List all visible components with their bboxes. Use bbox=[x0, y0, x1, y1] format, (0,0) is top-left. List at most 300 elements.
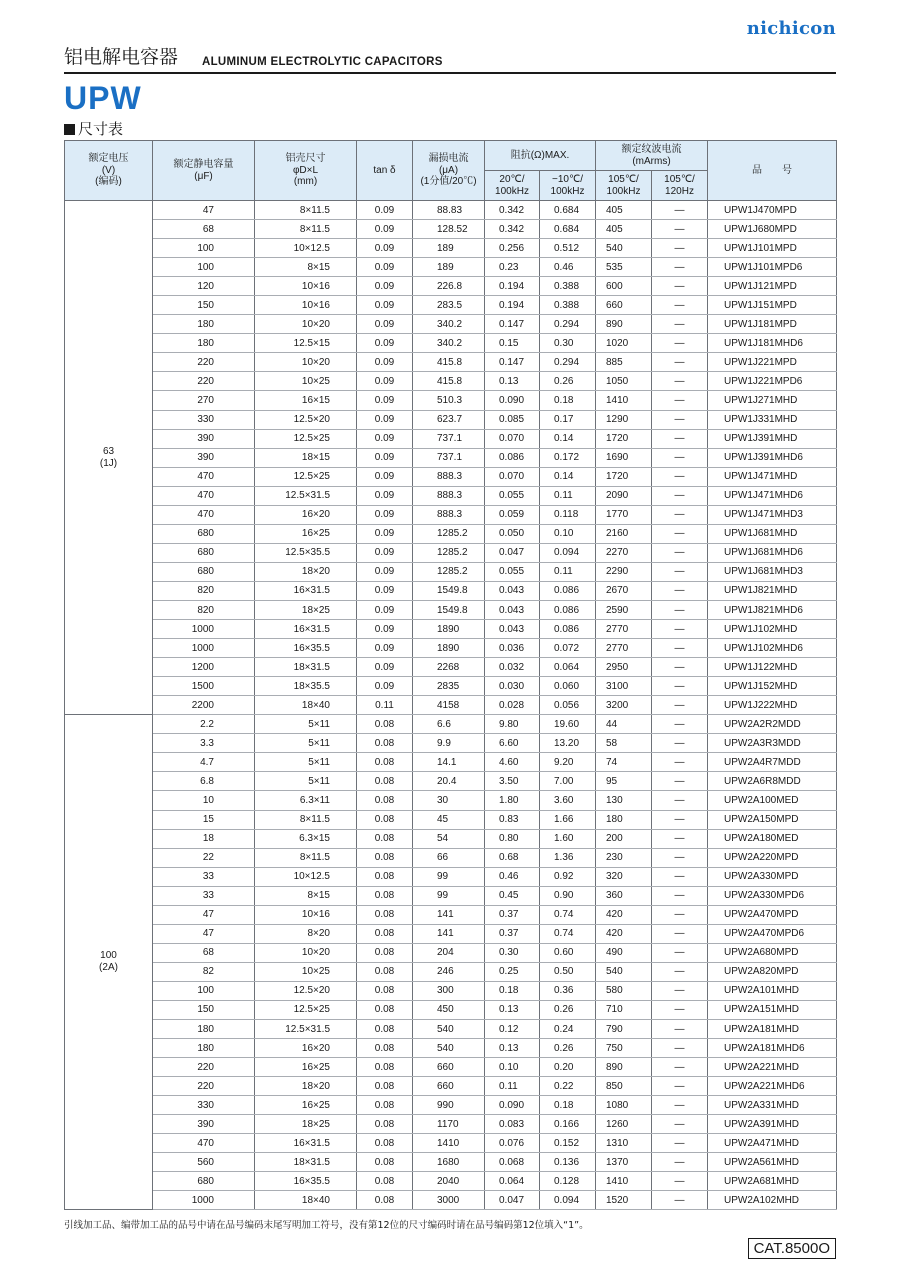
cell-part-number: UPW2A101MHD bbox=[708, 981, 837, 1000]
cell-part-number: UPW2A470MPD6 bbox=[708, 924, 837, 943]
cell-part-number: UPW2A680MPD bbox=[708, 943, 837, 962]
cell-impedance-m10: 0.152 bbox=[540, 1134, 596, 1153]
cell-part-number: UPW1J102MHD6 bbox=[708, 639, 837, 658]
cell-ripple-120: — bbox=[652, 715, 708, 734]
cell-size: 16×35.5 bbox=[255, 639, 357, 658]
cell-size: 10×20 bbox=[255, 943, 357, 962]
cell-leakage: 1890 bbox=[413, 639, 485, 658]
cell-ripple-100k: 750 bbox=[596, 1039, 652, 1058]
cell-part-number: UPW2A151MHD bbox=[708, 1000, 837, 1019]
cell-capacitance: 220 bbox=[153, 1058, 255, 1077]
cell-part-number: UPW1J122MHD bbox=[708, 658, 837, 677]
cell-impedance-20: 4.60 bbox=[485, 753, 540, 772]
cell-ripple-120: — bbox=[652, 353, 708, 372]
cell-part-number: UPW1J271MHD bbox=[708, 391, 837, 410]
cell-impedance-20: 0.070 bbox=[485, 467, 540, 486]
cell-tan: 0.09 bbox=[357, 562, 413, 581]
table-row bbox=[65, 753, 837, 772]
cell-tan: 0.08 bbox=[357, 1153, 413, 1172]
col-impedance-20 bbox=[485, 171, 540, 201]
cell-tan: 0.09 bbox=[357, 639, 413, 658]
cell-ripple-100k: 580 bbox=[596, 981, 652, 1000]
cell-impedance-m10: 0.166 bbox=[540, 1115, 596, 1134]
cell-capacitance: 150 bbox=[153, 296, 255, 315]
cell-part-number: UPW2A220MPD bbox=[708, 848, 837, 867]
table-row bbox=[65, 258, 837, 277]
cell-capacitance: 330 bbox=[153, 1096, 255, 1115]
table-row bbox=[65, 296, 837, 315]
cell-size: 5×11 bbox=[255, 753, 357, 772]
cell-impedance-m10: 0.26 bbox=[540, 1000, 596, 1019]
cell-ripple-100k: 490 bbox=[596, 943, 652, 962]
col-impedance-m10 bbox=[540, 171, 596, 201]
cell-impedance-20: 0.45 bbox=[485, 886, 540, 905]
cell-tan: 0.08 bbox=[357, 1077, 413, 1096]
cell-part-number: UPW1J181MPD bbox=[708, 315, 837, 334]
col-ripple-l1: 额定纹波电流 bbox=[621, 144, 682, 155]
cell-capacitance: 100 bbox=[153, 258, 255, 277]
cell-part-number: UPW1J681MHD3 bbox=[708, 562, 837, 581]
cell-capacitance: 390 bbox=[153, 448, 255, 467]
col-size-l1: 铝壳尺寸 bbox=[285, 153, 326, 165]
cell-ripple-120: — bbox=[652, 696, 708, 715]
cell-leakage: 300 bbox=[413, 981, 485, 1000]
cell-leakage: 99 bbox=[413, 867, 485, 886]
cell-impedance-m10: 0.46 bbox=[540, 258, 596, 277]
cell-tan: 0.08 bbox=[357, 1172, 413, 1191]
col-voltage bbox=[65, 141, 153, 201]
cell-part-number: UPW2A331MHD bbox=[708, 1096, 837, 1115]
cell-ripple-120: — bbox=[652, 372, 708, 391]
cell-ripple-100k: 405 bbox=[596, 220, 652, 239]
cell-tan: 0.08 bbox=[357, 1058, 413, 1077]
cell-capacitance: 1000 bbox=[153, 620, 255, 639]
table-row bbox=[65, 543, 837, 562]
table-row bbox=[65, 981, 837, 1000]
cell-ripple-120: — bbox=[652, 1058, 708, 1077]
cell-tan: 0.09 bbox=[357, 277, 413, 296]
cell-size: 16×35.5 bbox=[255, 1172, 357, 1191]
cell-size: 10×16 bbox=[255, 277, 357, 296]
cell-tan: 0.09 bbox=[357, 296, 413, 315]
col-size-l3: (mm) bbox=[293, 176, 318, 188]
cell-size: 16×20 bbox=[255, 1039, 357, 1058]
cell-ripple-100k: 1410 bbox=[596, 1172, 652, 1191]
cell-tan: 0.08 bbox=[357, 1039, 413, 1058]
table-row bbox=[65, 867, 837, 886]
table-row bbox=[65, 581, 837, 600]
cell-ripple-100k: 200 bbox=[596, 829, 652, 848]
cell-leakage: 737.1 bbox=[413, 448, 485, 467]
cell-ripple-120: — bbox=[652, 258, 708, 277]
cell-ripple-120: — bbox=[652, 543, 708, 562]
cell-tan: 0.09 bbox=[357, 334, 413, 353]
cell-impedance-20: 0.30 bbox=[485, 943, 540, 962]
col-ripple-120-l1: 105℃/ bbox=[664, 174, 695, 185]
cell-capacitance: 680 bbox=[153, 524, 255, 543]
col-voltage-l3: (编码) bbox=[95, 176, 122, 188]
cell-tan: 0.09 bbox=[357, 201, 413, 220]
cell-impedance-20: 0.194 bbox=[485, 296, 540, 315]
cell-impedance-20: 0.070 bbox=[485, 429, 540, 448]
cell-part-number: UPW1J681MHD bbox=[708, 524, 837, 543]
cell-impedance-m10: 0.11 bbox=[540, 562, 596, 581]
table-row bbox=[65, 848, 837, 867]
cell-ripple-100k: 1290 bbox=[596, 410, 652, 429]
cell-tan: 0.09 bbox=[357, 677, 413, 696]
cell-impedance-20: 0.047 bbox=[485, 1191, 540, 1210]
cell-ripple-120: — bbox=[652, 981, 708, 1000]
cell-part-number: UPW2A221MHD bbox=[708, 1058, 837, 1077]
cell-impedance-m10: 0.172 bbox=[540, 448, 596, 467]
cell-size: 16×31.5 bbox=[255, 620, 357, 639]
cell-ripple-120: — bbox=[652, 620, 708, 639]
col-impedance-20-l1: 20℃/ bbox=[499, 174, 525, 185]
cell-ripple-100k: 2670 bbox=[596, 581, 652, 600]
cell-impedance-m10: 0.14 bbox=[540, 429, 596, 448]
col-voltage-l2: (V) bbox=[101, 164, 116, 176]
cell-impedance-20: 0.194 bbox=[485, 277, 540, 296]
cell-ripple-100k: 2770 bbox=[596, 639, 652, 658]
title-cn: 铝电解电容器 bbox=[64, 46, 179, 68]
table-row bbox=[65, 1077, 837, 1096]
cell-leakage: 510.3 bbox=[413, 391, 485, 410]
cell-tan: 0.08 bbox=[357, 772, 413, 791]
cell-part-number: UPW1J471MHD bbox=[708, 467, 837, 486]
cell-impedance-m10: 13.20 bbox=[540, 734, 596, 753]
cell-impedance-m10: 0.18 bbox=[540, 1096, 596, 1115]
cell-size: 18×35.5 bbox=[255, 677, 357, 696]
cell-impedance-m10: 0.22 bbox=[540, 1077, 596, 1096]
table-row bbox=[65, 658, 837, 677]
cell-ripple-120: — bbox=[652, 486, 708, 505]
cell-tan: 0.08 bbox=[357, 981, 413, 1000]
cell-impedance-20: 0.043 bbox=[485, 581, 540, 600]
col-impedance-m10-l2: 100kHz bbox=[550, 185, 585, 197]
cell-capacitance: 47 bbox=[153, 924, 255, 943]
cell-impedance-m10: 0.36 bbox=[540, 981, 596, 1000]
cell-tan: 0.08 bbox=[357, 810, 413, 829]
cell-tan: 0.08 bbox=[357, 715, 413, 734]
cell-ripple-100k: 600 bbox=[596, 277, 652, 296]
cell-ripple-120: — bbox=[652, 277, 708, 296]
dimensions-table bbox=[64, 140, 837, 1210]
cell-voltage bbox=[65, 715, 153, 1210]
cell-impedance-20: 0.043 bbox=[485, 620, 540, 639]
cell-tan: 0.09 bbox=[357, 410, 413, 429]
cell-impedance-m10: 0.094 bbox=[540, 1191, 596, 1210]
cell-capacitance: 180 bbox=[153, 1039, 255, 1058]
cell-leakage: 888.3 bbox=[413, 467, 485, 486]
cell-leakage: 540 bbox=[413, 1039, 485, 1058]
cell-leakage: 141 bbox=[413, 924, 485, 943]
cell-impedance-m10: 0.684 bbox=[540, 201, 596, 220]
cell-size: 6.3×15 bbox=[255, 829, 357, 848]
cell-impedance-m10: 0.060 bbox=[540, 677, 596, 696]
cell-impedance-20: 0.15 bbox=[485, 334, 540, 353]
cell-tan: 0.08 bbox=[357, 1115, 413, 1134]
cell-part-number: UPW1J101MPD bbox=[708, 239, 837, 258]
cell-tan: 0.09 bbox=[357, 315, 413, 334]
cell-ripple-120: — bbox=[652, 600, 708, 619]
cell-impedance-20: 0.23 bbox=[485, 258, 540, 277]
voltage-line: (1J) bbox=[99, 457, 118, 469]
cell-impedance-m10: 19.60 bbox=[540, 715, 596, 734]
cell-part-number: UPW1J181MHD6 bbox=[708, 334, 837, 353]
col-capacitance bbox=[153, 141, 255, 201]
cell-ripple-100k: 405 bbox=[596, 201, 652, 220]
cell-ripple-120: — bbox=[652, 391, 708, 410]
cell-size: 16×25 bbox=[255, 1096, 357, 1115]
section-heading bbox=[64, 118, 123, 139]
cell-part-number: UPW2A181MHD6 bbox=[708, 1039, 837, 1058]
cell-impedance-20: 0.37 bbox=[485, 905, 540, 924]
cell-impedance-20: 0.11 bbox=[485, 1077, 540, 1096]
table-row bbox=[65, 1153, 837, 1172]
cell-tan: 0.08 bbox=[357, 1134, 413, 1153]
cell-impedance-20: 0.068 bbox=[485, 1153, 540, 1172]
cell-leakage: 990 bbox=[413, 1096, 485, 1115]
cell-part-number: UPW1J470MPD bbox=[708, 201, 837, 220]
cell-size: 12.5×31.5 bbox=[255, 486, 357, 505]
col-capacitance-l1: 额定静电容量 bbox=[173, 159, 234, 170]
cell-ripple-100k: 2270 bbox=[596, 543, 652, 562]
cell-leakage: 9.9 bbox=[413, 734, 485, 753]
col-size bbox=[255, 141, 357, 201]
cell-capacitance: 1000 bbox=[153, 639, 255, 658]
cell-size: 10×12.5 bbox=[255, 239, 357, 258]
cell-tan: 0.08 bbox=[357, 734, 413, 753]
table-row bbox=[65, 1172, 837, 1191]
cell-ripple-100k: 2160 bbox=[596, 524, 652, 543]
cell-impedance-20: 0.076 bbox=[485, 1134, 540, 1153]
cell-part-number: UPW1J681MHD6 bbox=[708, 543, 837, 562]
table-row bbox=[65, 1096, 837, 1115]
cell-impedance-20: 0.086 bbox=[485, 448, 540, 467]
cell-part-number: UPW1J391MHD bbox=[708, 429, 837, 448]
cell-capacitance: 220 bbox=[153, 353, 255, 372]
table-row bbox=[65, 677, 837, 696]
cell-capacitance: 2.2 bbox=[153, 715, 255, 734]
cell-size: 10×16 bbox=[255, 296, 357, 315]
cell-impedance-m10: 0.90 bbox=[540, 886, 596, 905]
cell-impedance-20: 0.028 bbox=[485, 696, 540, 715]
cell-impedance-20: 0.13 bbox=[485, 372, 540, 391]
cell-part-number: UPW2A681MHD bbox=[708, 1172, 837, 1191]
cell-ripple-100k: 2770 bbox=[596, 620, 652, 639]
cell-size: 10×25 bbox=[255, 962, 357, 981]
cell-capacitance: 15 bbox=[153, 810, 255, 829]
brand-logo: nichicon bbox=[746, 18, 836, 39]
cell-ripple-120: — bbox=[652, 1077, 708, 1096]
cell-part-number: UPW1J391MHD6 bbox=[708, 448, 837, 467]
cell-leakage: 3000 bbox=[413, 1191, 485, 1210]
table-row bbox=[65, 600, 837, 619]
cell-ripple-120: — bbox=[652, 905, 708, 924]
cell-leakage: 1410 bbox=[413, 1134, 485, 1153]
cell-capacitance: 820 bbox=[153, 581, 255, 600]
cell-ripple-120: — bbox=[652, 220, 708, 239]
cell-capacitance: 18 bbox=[153, 829, 255, 848]
cell-size: 12.5×25 bbox=[255, 429, 357, 448]
col-ripple-100k-l1: 105℃/ bbox=[608, 174, 639, 185]
cell-part-number: UPW2A6R8MDD bbox=[708, 772, 837, 791]
cell-part-number: UPW1J821MHD bbox=[708, 581, 837, 600]
table-row bbox=[65, 201, 837, 220]
cell-leakage: 623.7 bbox=[413, 410, 485, 429]
cell-capacitance: 680 bbox=[153, 543, 255, 562]
cell-capacitance: 390 bbox=[153, 429, 255, 448]
cell-ripple-120: — bbox=[652, 962, 708, 981]
table-row bbox=[65, 467, 837, 486]
cell-leakage: 204 bbox=[413, 943, 485, 962]
cell-impedance-20: 0.085 bbox=[485, 410, 540, 429]
cell-leakage: 246 bbox=[413, 962, 485, 981]
table-row bbox=[65, 715, 837, 734]
cell-size: 12.5×20 bbox=[255, 981, 357, 1000]
table-row bbox=[65, 486, 837, 505]
cell-tan: 0.08 bbox=[357, 943, 413, 962]
cell-leakage: 2835 bbox=[413, 677, 485, 696]
cell-ripple-120: — bbox=[652, 467, 708, 486]
cell-size: 5×11 bbox=[255, 734, 357, 753]
cell-leakage: 4158 bbox=[413, 696, 485, 715]
table-row bbox=[65, 372, 837, 391]
cell-ripple-120: — bbox=[652, 201, 708, 220]
col-capacitance-l2: (μF) bbox=[194, 170, 213, 182]
cell-ripple-100k: 420 bbox=[596, 924, 652, 943]
voltage-line: (2A) bbox=[99, 962, 118, 974]
cell-ripple-100k: 44 bbox=[596, 715, 652, 734]
cell-leakage: 888.3 bbox=[413, 505, 485, 524]
cell-size: 12.5×25 bbox=[255, 1000, 357, 1019]
cell-part-number: UPW1J221MPD6 bbox=[708, 372, 837, 391]
cell-capacitance: 680 bbox=[153, 562, 255, 581]
col-ripple bbox=[596, 141, 708, 171]
cell-size: 12.5×15 bbox=[255, 334, 357, 353]
cell-impedance-20: 0.83 bbox=[485, 810, 540, 829]
cell-impedance-20: 0.18 bbox=[485, 981, 540, 1000]
square-bullet-icon bbox=[64, 124, 75, 135]
cell-impedance-20: 0.050 bbox=[485, 524, 540, 543]
cell-tan: 0.08 bbox=[357, 829, 413, 848]
voltage-line: 63 bbox=[102, 445, 115, 457]
cell-part-number: UPW2A100MED bbox=[708, 791, 837, 810]
col-leakage-l2: (μA) bbox=[438, 164, 459, 176]
cell-part-number: UPW2A4R7MDD bbox=[708, 753, 837, 772]
table-row bbox=[65, 696, 837, 715]
cell-size: 18×15 bbox=[255, 448, 357, 467]
cell-part-number: UPW2A180MED bbox=[708, 829, 837, 848]
cell-tan: 0.08 bbox=[357, 1000, 413, 1019]
cell-impedance-m10: 0.26 bbox=[540, 1039, 596, 1058]
cell-impedance-20: 0.090 bbox=[485, 1096, 540, 1115]
cell-capacitance: 10 bbox=[153, 791, 255, 810]
cell-size: 18×25 bbox=[255, 1115, 357, 1134]
cell-capacitance: 180 bbox=[153, 334, 255, 353]
cell-tan: 0.08 bbox=[357, 924, 413, 943]
cell-impedance-m10: 0.118 bbox=[540, 505, 596, 524]
cell-impedance-m10: 0.14 bbox=[540, 467, 596, 486]
cell-leakage: 1549.8 bbox=[413, 581, 485, 600]
cell-capacitance: 82 bbox=[153, 962, 255, 981]
cell-ripple-100k: 320 bbox=[596, 867, 652, 886]
table-row bbox=[65, 277, 837, 296]
cell-part-number: UPW2A561MHD bbox=[708, 1153, 837, 1172]
cell-impedance-20: 0.047 bbox=[485, 543, 540, 562]
cell-ripple-120: — bbox=[652, 334, 708, 353]
col-part-number: 品 号 bbox=[708, 141, 837, 201]
cell-impedance-20: 0.12 bbox=[485, 1020, 540, 1039]
cell-ripple-100k: 2090 bbox=[596, 486, 652, 505]
cell-ripple-100k: 890 bbox=[596, 315, 652, 334]
cell-ripple-120: — bbox=[652, 1115, 708, 1134]
cell-size: 16×25 bbox=[255, 524, 357, 543]
cell-leakage: 1285.2 bbox=[413, 543, 485, 562]
cell-part-number: UPW2A330MPD6 bbox=[708, 886, 837, 905]
table-row bbox=[65, 505, 837, 524]
cell-impedance-m10: 0.11 bbox=[540, 486, 596, 505]
cell-capacitance: 68 bbox=[153, 220, 255, 239]
cell-ripple-120: — bbox=[652, 639, 708, 658]
cell-impedance-m10: 0.086 bbox=[540, 600, 596, 619]
cell-impedance-20: 0.37 bbox=[485, 924, 540, 943]
cell-leakage: 54 bbox=[413, 829, 485, 848]
cell-ripple-120: — bbox=[652, 772, 708, 791]
page-header bbox=[64, 44, 836, 74]
cell-impedance-20: 0.13 bbox=[485, 1000, 540, 1019]
cell-capacitance: 100 bbox=[153, 239, 255, 258]
cell-part-number: UPW1J680MPD bbox=[708, 220, 837, 239]
cell-size: 18×25 bbox=[255, 600, 357, 619]
cell-ripple-120: — bbox=[652, 1020, 708, 1039]
cell-impedance-m10: 0.24 bbox=[540, 1020, 596, 1039]
cell-tan: 0.09 bbox=[357, 448, 413, 467]
cell-ripple-120: — bbox=[652, 1134, 708, 1153]
cell-size: 12.5×25 bbox=[255, 467, 357, 486]
cell-ripple-120: — bbox=[652, 924, 708, 943]
cell-part-number: UPW2A470MPD bbox=[708, 905, 837, 924]
cell-impedance-m10: 0.294 bbox=[540, 353, 596, 372]
cell-size: 16×31.5 bbox=[255, 1134, 357, 1153]
table-row bbox=[65, 886, 837, 905]
cell-ripple-100k: 540 bbox=[596, 962, 652, 981]
cell-ripple-120: — bbox=[652, 734, 708, 753]
table-row bbox=[65, 924, 837, 943]
cell-ripple-100k: 1260 bbox=[596, 1115, 652, 1134]
cell-leakage: 30 bbox=[413, 791, 485, 810]
col-leakage-l1: 漏损电流 bbox=[428, 153, 469, 165]
cell-capacitance: 120 bbox=[153, 277, 255, 296]
cell-size: 12.5×35.5 bbox=[255, 543, 357, 562]
cell-capacitance: 180 bbox=[153, 315, 255, 334]
cell-ripple-100k: 1770 bbox=[596, 505, 652, 524]
cell-ripple-100k: 850 bbox=[596, 1077, 652, 1096]
cell-ripple-120: — bbox=[652, 753, 708, 772]
table-row bbox=[65, 962, 837, 981]
table-row bbox=[65, 239, 837, 258]
cell-capacitance: 470 bbox=[153, 505, 255, 524]
cell-size: 16×20 bbox=[255, 505, 357, 524]
table-row bbox=[65, 1020, 837, 1039]
cell-part-number: UPW1J101MPD6 bbox=[708, 258, 837, 277]
table-row bbox=[65, 1039, 837, 1058]
cell-impedance-m10: 0.684 bbox=[540, 220, 596, 239]
cell-part-number: UPW1J152MHD bbox=[708, 677, 837, 696]
cell-size: 10×25 bbox=[255, 372, 357, 391]
cell-impedance-m10: 0.26 bbox=[540, 372, 596, 391]
cell-impedance-m10: 0.50 bbox=[540, 962, 596, 981]
